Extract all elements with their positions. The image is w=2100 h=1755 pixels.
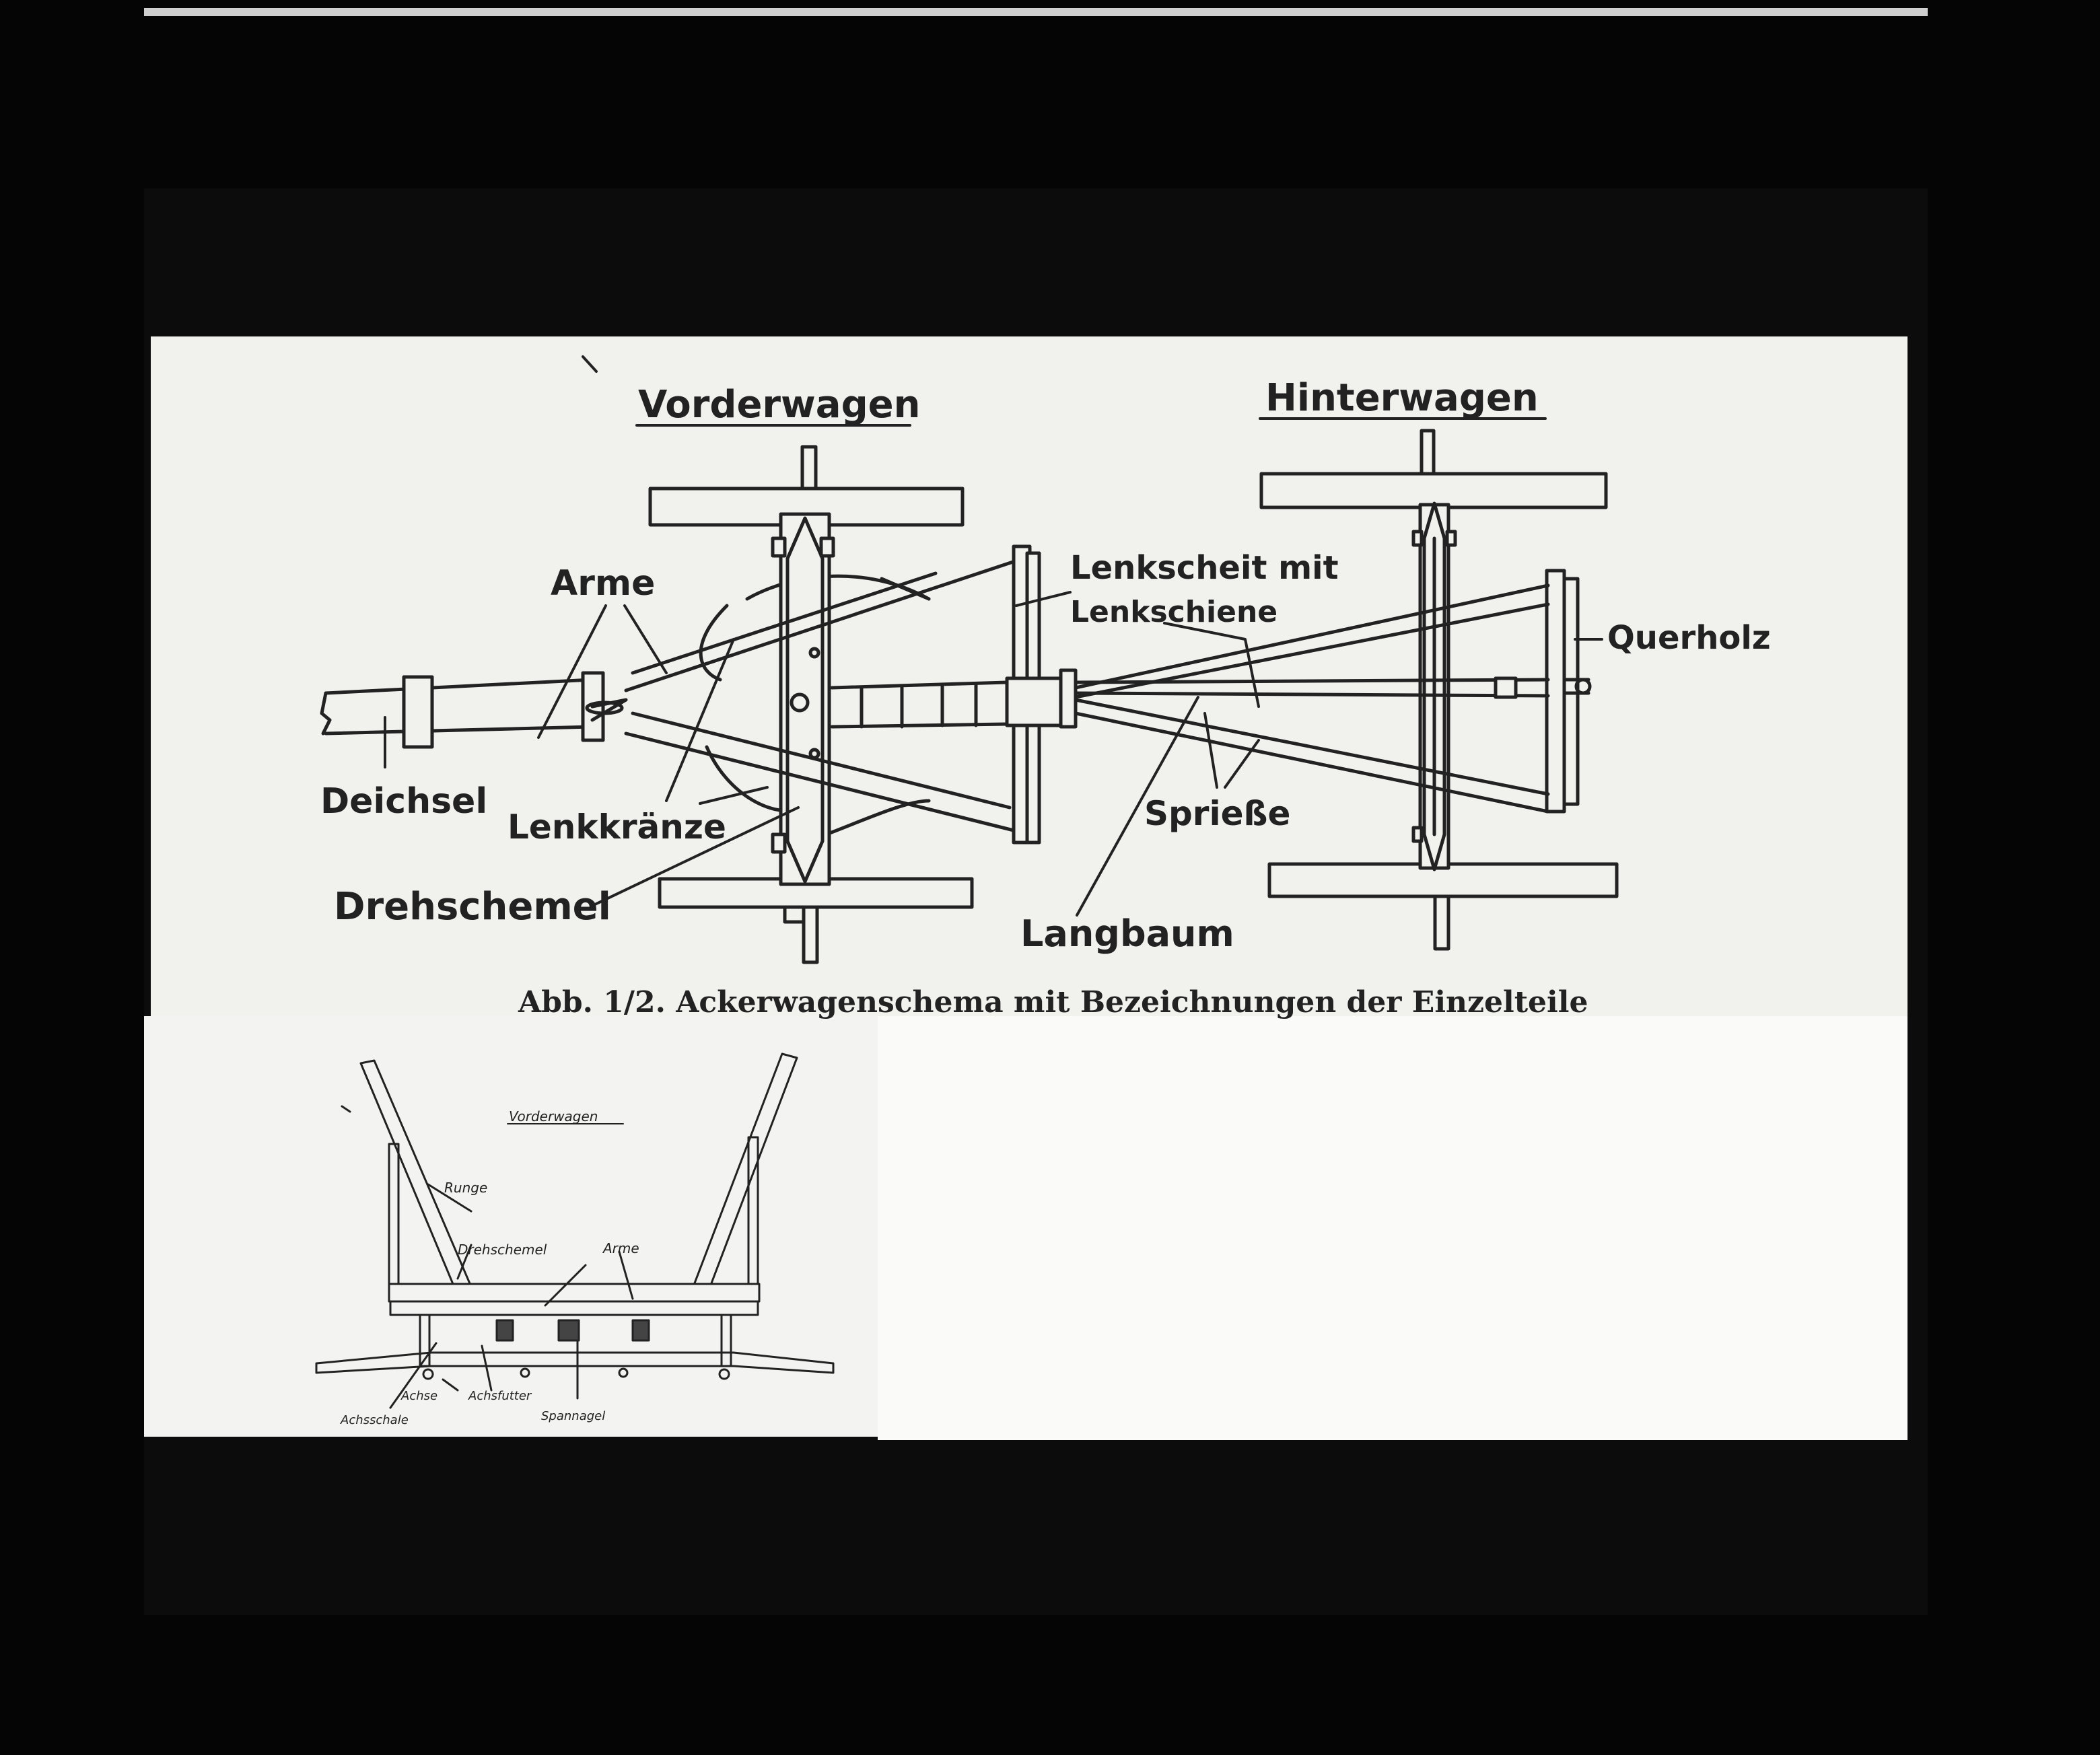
rear-cross-beam: [1547, 571, 1590, 812]
rear-bolster: [1413, 503, 1455, 869]
label-hinterwagen: Hinterwagen: [1265, 376, 1539, 420]
label-lenkscheit: Lenkscheit mit: [1070, 549, 1339, 587]
label-lenkkraenze: Lenkkränze: [508, 808, 726, 847]
small-label-arme: Arme: [603, 1240, 639, 1256]
small-label-achse: Achse: [401, 1389, 438, 1403]
reach-pole-front: [832, 670, 1076, 727]
drawbar: [322, 673, 626, 747]
front-bolster: [773, 514, 833, 884]
label-lenkschiene: Lenkschiene: [1070, 595, 1278, 629]
label-spriesse: Sprieße: [1144, 794, 1291, 833]
small-label-drehschemel: Drehschemel: [458, 1242, 547, 1258]
small-label-achsfutter: Achsfutter: [468, 1389, 532, 1403]
label-vorderwagen: Vorderwagen: [638, 383, 921, 427]
figure-caption: Abb. 1/2. Ackerwagenschema mit Bezeichnungen der Einzelteile: [518, 985, 1588, 1019]
small-label-spannagel: Spannagel: [541, 1409, 606, 1423]
reach-pole-rear: [1076, 678, 1548, 697]
small-label-achsschale: Achsschale: [341, 1413, 409, 1427]
small-title-vorderwagen: Vorderwagen: [509, 1108, 598, 1124]
label-deichsel: Deichsel: [320, 781, 488, 822]
small-label-runge: Runge: [444, 1180, 488, 1196]
label-arme: Arme: [551, 563, 656, 604]
small-front-view: [316, 1054, 833, 1408]
label-drehschemel: Drehschemel: [334, 885, 611, 929]
label-querholz: Querholz: [1607, 619, 1771, 657]
label-langbaum: Langbaum: [1020, 912, 1234, 955]
